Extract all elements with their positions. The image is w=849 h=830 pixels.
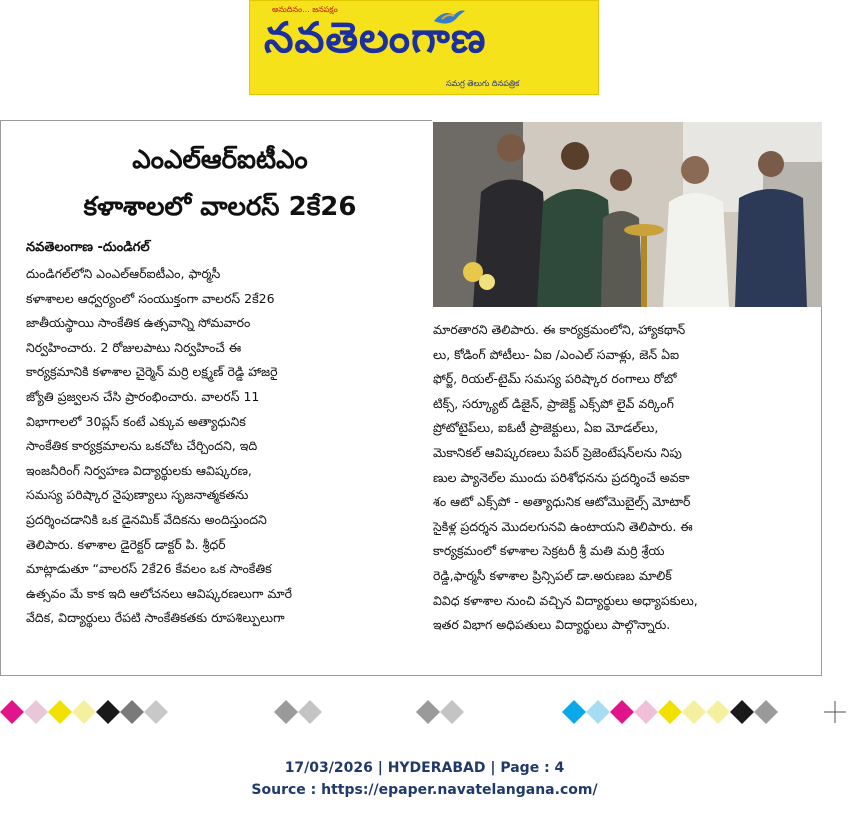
text-line: సాంకేతిక కార్యక్రమాలను ఒకచోట చేర్చిందని, ఇది	[26, 438, 258, 454]
photo-illustration	[433, 122, 822, 307]
text-line: తెలిపారు. కళాశాల డైరెక్టర్ డాక్టర్ పి. శ్రీధర్	[26, 536, 226, 552]
color-swatches-left	[0, 700, 168, 724]
clip-border-right	[821, 307, 822, 675]
clip-border-left	[0, 120, 1, 675]
headline-line2: కళాశాలలో వాలరస్ 2కే26	[83, 192, 357, 222]
text-line: వివిధ కళాశాల నుంచి వచ్చిన విద్యార్థులు అధ్యాపకులు,	[433, 592, 698, 608]
left-column-text	[26, 262, 410, 672]
masthead-logo	[249, 0, 599, 95]
text-line: రెడ్డి,ఫార్మసీ కళాశాల ప్రిన్సిపల్ డా.అరుణబ మాలిక్	[433, 567, 672, 583]
clip-border-top-left	[0, 120, 432, 121]
text-line: మారతారని తెలిపారు. ఈ కార్యక్రమంలోని, హ్యాకథాన్	[433, 322, 686, 337]
text-line: ణుల ప్యానెల్‌ల ముందు పరిశోధనను ప్రదర్శించే అవకా	[433, 469, 690, 485]
text-line: ఫోర్జ్, రియల్-టైమ్ సమస్య పరిష్కార రంగాలు రోబో	[433, 371, 677, 387]
footer-source-link[interactable]: Source : https://epaper.navatelangana.com/	[251, 782, 598, 798]
print-registration-marks	[0, 698, 849, 726]
gray-marks-mid	[274, 700, 464, 724]
text-line: దుండిగల్‌లోని ఎంఎల్ఆర్ఐటీఎం, ఫార్మసీ	[26, 266, 221, 281]
text-line: కార్యక్రమంలో కళాశాల సెక్రటరీ శ్రీ మతి మర్రి శ్రేయ	[433, 543, 665, 559]
text-line: కార్యక్రమానికి కళాశాల చైర్మెన్ మర్రి లక్ష్మణ్ రెడ్డి హాజరై	[26, 364, 278, 380]
text-line: సైకిళ్ల ప్రదర్శన మొదలగునవి ఉంటాయని తెలిపారు. ఈ	[433, 518, 693, 534]
text-line: ఇంజనీరింగ్ నిర్వహణ విద్యార్థులకు ఆవిష్కరణ,	[26, 462, 252, 478]
text-line: లు, కోడింగ్ పోటీలు- ఏఐ /ఎంఎల్ సవాళ్లు, జెన్ ఏఐ	[433, 346, 680, 362]
text-line: మెకానికల్ ఆవిష్కరణలు పేపర్ ప్రెజెంటేషన్‌లను నిపు	[433, 444, 682, 460]
text-line: నిర్వహించారు. 2 రోజులపాటు నిర్వహించే ఈ	[26, 339, 242, 355]
text-line: వేదిక, విద్యార్థులు రేపటి సాంకేతికతకు రూపశిల్పులుగా	[26, 610, 285, 626]
text-line: ఉత్సవం మే కాక ఇది ఆలోచనలు ఆవిష్కరణలుగా మారే	[26, 585, 292, 601]
text-line: జాతీయస్థాయి సాంకేతిక ఉత్సవాన్ని సోమవారం	[26, 315, 251, 331]
text-line: విభాగాలలో 30ప్లస్ కంటే ఎక్కువ అత్యాధునిక	[26, 413, 246, 429]
text-line: ప్రోటోటైప్‌లు, ఐఓటీ ప్రాజెక్టులు, ఏఐ మోడల్‌లు,	[433, 420, 659, 436]
text-line: సమస్య పరిష్కార నైపుణ్యాలు సృజనాత్మకతను	[26, 487, 249, 503]
headline-line1: ఎంఎల్ఆర్ఐటీఎం	[132, 145, 308, 175]
masthead-subtitle: సమగ్ర తెలుగు దినపత్రిక	[446, 79, 520, 88]
masthead-tagline: అనుదినం... జనపక్షం	[272, 5, 338, 14]
text-line: ప్రదర్శించడానికి ఒక డైనమిక్ వేదికను అందిస్తుందని	[26, 511, 267, 527]
right-column-text	[433, 318, 818, 670]
clip-border-bottom	[0, 675, 822, 676]
color-swatches-right	[562, 700, 778, 724]
byline: నవతెలంగాణ -దుండిగల్	[26, 240, 150, 255]
masthead-title: నవతెలంగాణ	[264, 13, 487, 62]
footer-date-edition: 17/03/2026 | HYDERABAD | Page : 4	[284, 760, 565, 776]
text-line: టిక్స్, సర్క్యూట్ డిజైన్, ప్రాజెక్ట్ ఎక్స్‌పో లైవ్ వర్కింగ్	[433, 395, 674, 411]
text-line: ఇతర విభాగ అధిపతులు విద్యార్థులు పాల్గొన్నారు.	[433, 617, 671, 633]
text-line: కళాశాలల ఆధ్వర్యంలో సంయుక్తంగా వాలరస్ 2కే26	[26, 290, 275, 306]
crosshair-icon	[824, 701, 846, 723]
event-photo	[433, 122, 822, 307]
text-line: శం ఆటో ఎక్స్‌పో - అత్యాధునిక ఆటోమొబైల్స్ మోటార్	[433, 494, 691, 510]
text-line: మాట్లాడుతూ “వాలరస్ 2కే26 కేవలం ఒక సాంకేతిక	[26, 561, 272, 577]
text-line: జ్యోతి ప్రజ్వలన చేసి ప్రారంభించారు. వాలరస్ 11	[26, 388, 260, 404]
